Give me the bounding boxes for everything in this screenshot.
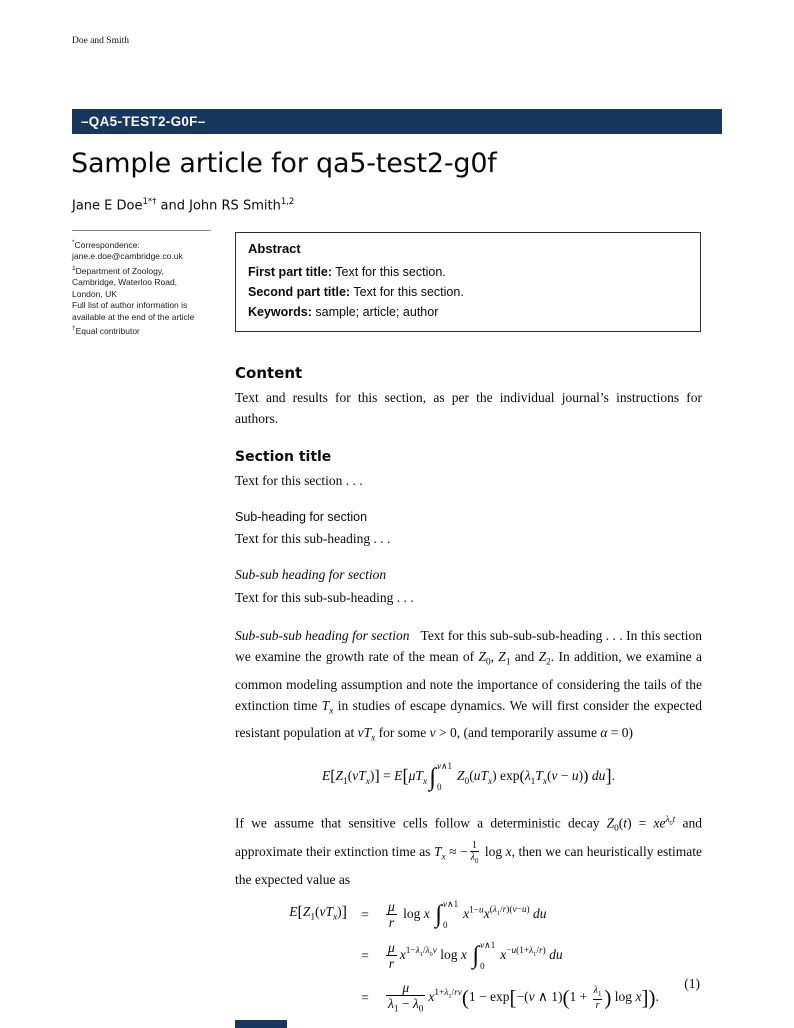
article-title: Sample article for qa5-test2-g0f	[71, 148, 497, 179]
abstract-keywords	[248, 305, 688, 319]
sidebar-divider	[72, 230, 211, 231]
abstract-keywords-label: Keywords:	[248, 305, 312, 319]
affiliation-line: $^1$Department of Zoology,	[72, 264, 164, 276]
equation-unnumbered: $E[Z_1(vT_x)] = E[\mu T_x\int$ v∧1 0 $Z_0(uT_x) \exp(\lambda_1T_x(v - u))$ du].	[321, 761, 616, 793]
equation-lhs: $E[Z_1(vT_x)]$	[289, 903, 347, 923]
equation-rhs: $\frac{\mu}{\lambda_1 - \lambda_0}$ $x^{1+\lambda_1/rv}(1 - \exp[-(v$ ∧ 1)(1 + $\frac{\lambda_1}{r}$ ) log x]).	[388, 979, 659, 1016]
paragraph-estimate: If we assume that sensitive cells follow a deterministic decay $Z_0(t) = xe^{\lambda_0t}$ and approximate their extinction time as $T_x$ ≈ − $\frac{1}{\lambda_0}$ log x, then we can heuristically estimate the expected value as	[235, 815, 702, 887]
abstract-second-part-text: Text for this section.	[353, 285, 464, 299]
author-info-note: Full list of author information is	[72, 300, 188, 311]
abstract-box	[235, 232, 701, 332]
paragraph-subsubsub	[235, 625, 702, 750]
equation-1-row	[235, 980, 702, 1016]
section-heading-content: Content	[235, 364, 303, 382]
equals-sign: =	[361, 948, 369, 964]
paragraph-content: Text and results for this section, as per the individual journal’s instructions for authors.	[235, 390, 702, 426]
subsubsub-heading: Sub-sub-sub heading for section	[235, 628, 410, 643]
equation-1	[235, 898, 702, 1016]
abstract-second-part	[248, 285, 688, 299]
equals-sign: =	[361, 907, 369, 923]
equation-rhs: $\frac{\mu}{r}$ $x^{1-\lambda_1/\lambda_0v}$ log x ∫ v∧1 0 $x^{-u(1+\lambda_1/r)}$ du	[388, 939, 563, 972]
sub-heading: Sub-heading for section	[235, 510, 368, 524]
section-heading-title: Section title	[235, 449, 332, 465]
equation-1-row	[235, 898, 702, 932]
paragraph-subsubsub-text: Text for this sub-sub-sub-heading . . . In this section we examine the growth rate of the mean of $Z_0$, $Z_1$ and $Z_2$. In addition, we examine a common modeling assumption and note the importance of considering the tails of the extinction time $T_x$ in studies of escape dynamics. We will first consider the expected resistant population at $vT_x$ for some v > 0, (and temporarily assume α = 0)	[235, 628, 703, 745]
banner-label: –QA5-TEST2-G0F–	[81, 114, 206, 129]
paragraph-subsub: Text for this sub-sub-heading . . .	[235, 590, 414, 605]
affiliation-line: London, UK	[72, 288, 117, 299]
abstract-first-part	[248, 265, 688, 279]
correspondence-block	[72, 237, 224, 337]
equation-1-row	[235, 939, 702, 973]
abstract-second-part-label: Second part title:	[248, 285, 351, 299]
authors-line: Jane E Doe$^{1*\dagger}$ and John RS Smith$^{1,2}$	[72, 197, 295, 214]
correspondence-email: jane.e.doe@cambridge.co.uk	[72, 251, 183, 262]
journal-banner	[72, 109, 722, 134]
author-info-note: available at the end of the article	[72, 311, 195, 322]
article-body	[235, 362, 702, 1023]
abstract-first-part-label: First part title:	[248, 265, 333, 279]
correspondence-label: *Correspondence:	[72, 239, 140, 250]
subsub-heading: Sub-sub heading for section	[235, 567, 387, 582]
paragraph-section: Text for this section . . .	[235, 473, 363, 488]
equals-sign: =	[361, 990, 369, 1006]
abstract-first-part-text: Text for this section.	[335, 265, 446, 279]
equation-number: (1)	[684, 975, 700, 991]
affiliation-line: Cambridge, Waterloo Road,	[72, 277, 178, 288]
footer-partial-banner	[235, 1020, 287, 1028]
abstract-keywords-text: sample; article; author	[315, 305, 439, 319]
paragraph-sub: Text for this sub-heading . . .	[235, 531, 391, 546]
equal-contributor-note: †Equal contributor	[72, 325, 140, 336]
equation-rhs: $\frac{\mu}{r}$ log x ∫ v∧1 0 $x^{1-u}x^{(\lambda_1/r)(v-u)}$ du	[388, 898, 547, 931]
abstract-heading: Abstract	[248, 241, 301, 256]
running-head: Doe and Smith	[72, 36, 129, 46]
